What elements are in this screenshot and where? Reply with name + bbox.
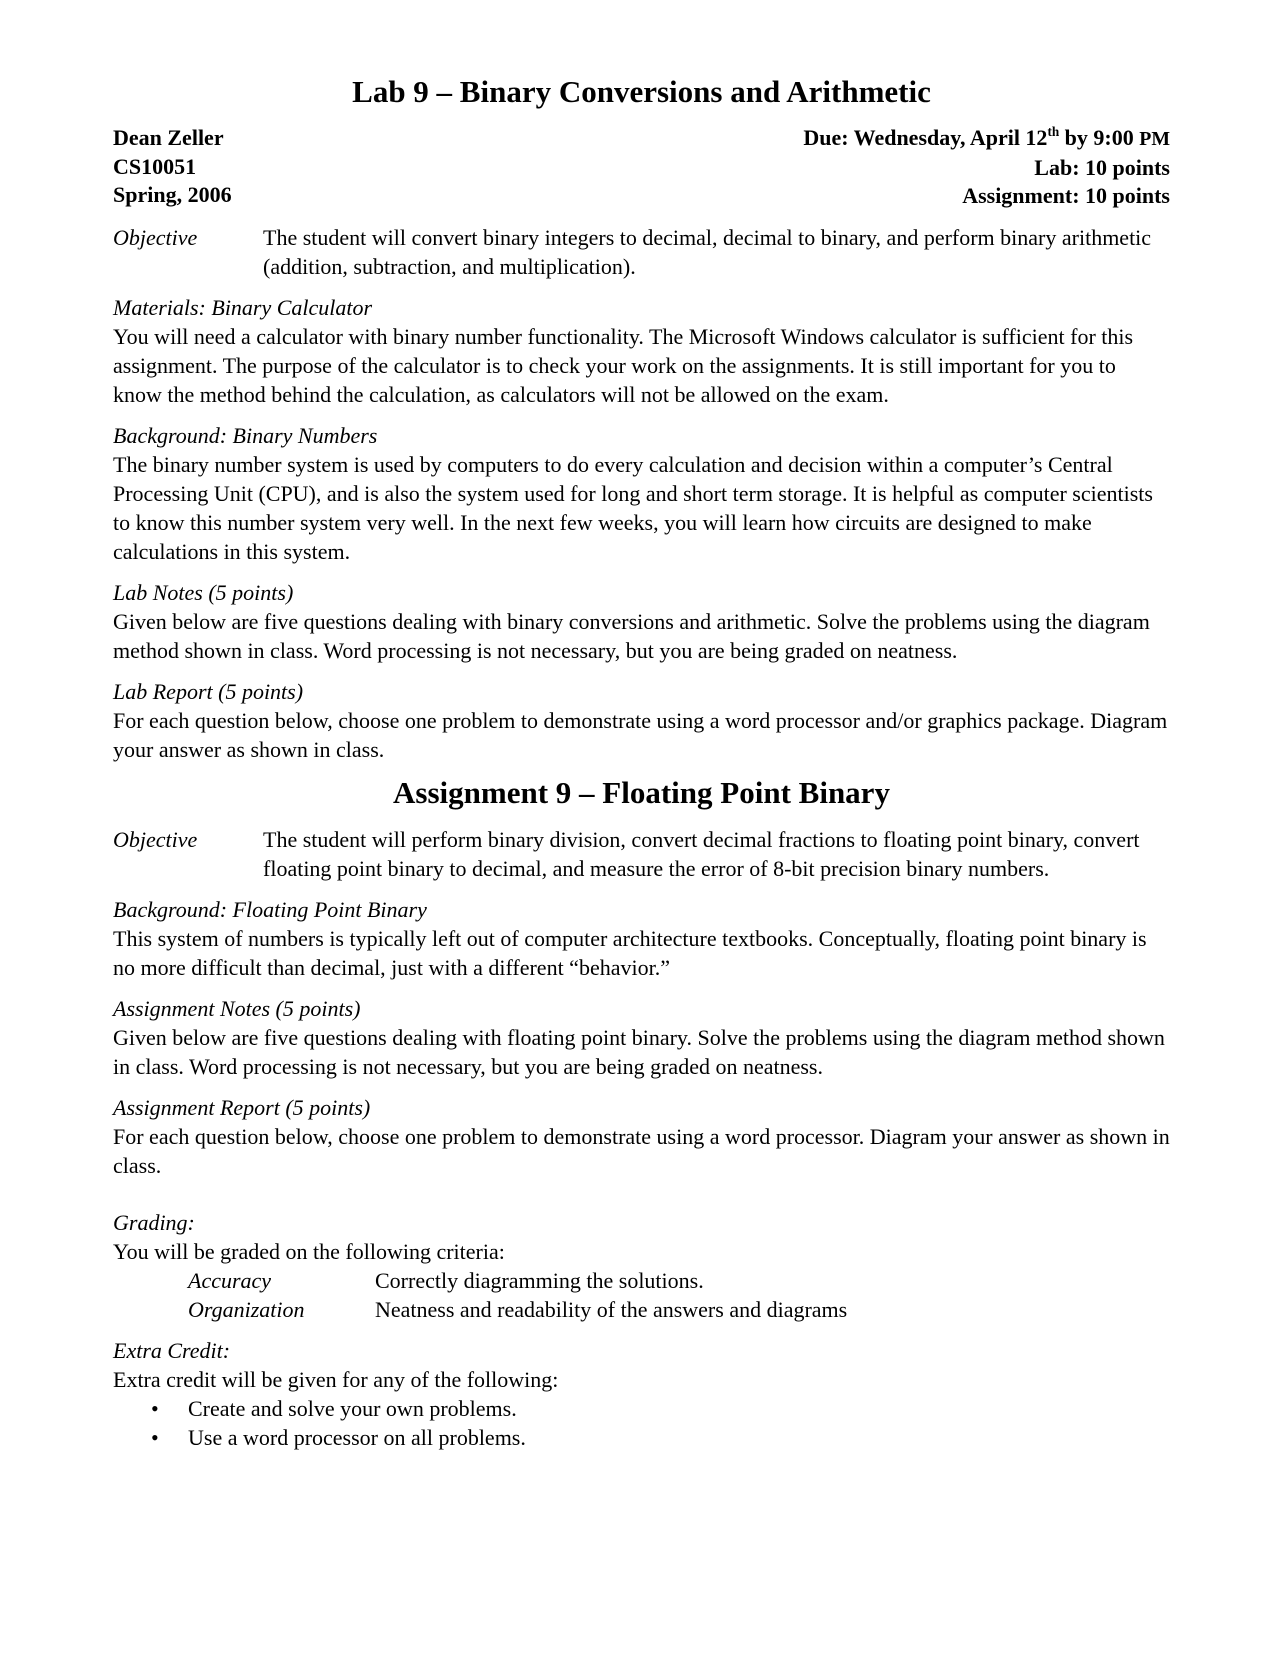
criteria-row (188, 1295, 1170, 1324)
spacer (113, 1180, 1170, 1196)
term: Spring, 2006 (113, 182, 232, 207)
assignment-objective-text: The student will perform binary division, convert decimal fractions to floating point binary, convert floating point binary to decimal, and measure the error of 8-bit precision binary numbers. (263, 826, 1140, 881)
criteria-desc: Correctly diagramming the solutions. (375, 1267, 704, 1293)
section-body: Given below are five questions dealing with floating point binary. Solve the problems using the diagram method shown in class. Word processing is not necessary, but you are being graded on neatness. (113, 1024, 1165, 1079)
due-date-ordinal: th (1047, 123, 1060, 139)
assignment-title: Assignment 9 – Floating Point Binary (393, 774, 890, 810)
bullet-icon: • (151, 1395, 159, 1421)
lab-objective-label: Objective (113, 224, 198, 250)
section-body: Given below are five questions dealing with binary conversions and arithmetic. Solve the problems using the diagram method shown in class. Word processing is not necessary, but you are being graded on neatness. (113, 608, 1150, 663)
author-name: Dean Zeller (113, 125, 224, 150)
section-body: This system of numbers is typically left out of computer architecture textbooks. Conceptually, floating point binary is no more difficult than decimal, just with a different “behavior.” (113, 925, 1147, 980)
due-date-prefix: Due: Wednesday, April 12 (803, 125, 1048, 150)
criteria-desc: Neatness and readability of the answers and diagrams (375, 1296, 848, 1322)
header-block (113, 124, 1170, 211)
list-item (113, 1394, 1170, 1423)
list-item (113, 1423, 1170, 1452)
criteria-row (188, 1266, 1170, 1295)
lab-section-notes (113, 578, 1170, 665)
bullet-icon: • (151, 1424, 159, 1450)
extra-credit-title: Extra Credit: (113, 1337, 231, 1363)
criteria-term: Accuracy (188, 1267, 272, 1293)
extra-credit-list (113, 1394, 1170, 1452)
grading-title: Grading: (113, 1209, 195, 1235)
section-title: Background: Floating Point Binary (113, 896, 427, 922)
section-body: For each question below, choose one problem to demonstrate using a word processor. Diagram your answer as shown in class. (113, 1123, 1170, 1178)
assignment-points: Assignment: 10 points (962, 183, 1170, 208)
lab-objective-text: The student will convert binary integers to decimal, decimal to binary, and perform binary arithmetic (addition, subtraction, and multiplication). (263, 224, 1152, 279)
assignment-objective (113, 825, 1170, 883)
assignment-section-notes (113, 994, 1170, 1081)
grading-section (113, 1208, 1170, 1324)
section-body: For each question below, choose one problem to demonstrate using a word processor and/or graphics package. Diagram your answer as shown in class. (113, 707, 1168, 762)
lab-section-background (113, 421, 1170, 566)
document-page (113, 72, 1170, 1452)
assignment-section-background (113, 895, 1170, 982)
section-title: Assignment Notes (5 points) (113, 995, 361, 1021)
section-title: Lab Report (5 points) (113, 678, 304, 704)
criteria-term: Organization (188, 1296, 305, 1322)
lab-section-materials (113, 293, 1170, 409)
extra-credit-intro: Extra credit will be given for any of the following: (113, 1366, 559, 1392)
lab-points: Lab: 10 points (1034, 154, 1170, 180)
section-body: You will need a calculator with binary number functionality. The Microsoft Windows calculator is sufficient for this assignment. The purpose of the calculator is to check your work on the assignments. It is still important for you to know the method behind the calculation, as calculators will not be allowed on the exam. (113, 323, 1134, 407)
assignment-section-report (113, 1093, 1170, 1180)
header-right (803, 124, 1170, 211)
due-date (803, 124, 1170, 154)
lab-objective (113, 223, 1170, 281)
section-title: Materials: Binary Calculator (113, 294, 373, 320)
section-title: Background: Binary Numbers (113, 422, 378, 448)
assignment-objective-label: Objective (113, 826, 198, 852)
lab-section-report (113, 677, 1170, 764)
lab-title: Lab 9 – Binary Conversions and Arithmetic (352, 74, 931, 109)
course-code: CS10051 (113, 153, 197, 179)
section-title: Assignment Report (5 points) (113, 1094, 371, 1120)
list-item-text: Create and solve your own problems. (188, 1395, 517, 1421)
grading-intro: You will be graded on the following criteria: (113, 1238, 505, 1264)
due-date-time: by 9:00 (1059, 125, 1140, 150)
extra-credit-section (113, 1336, 1170, 1452)
header-left (113, 124, 232, 211)
grading-criteria (188, 1266, 1170, 1324)
list-item-text: Use a word processor on all problems. (188, 1424, 526, 1450)
section-title: Lab Notes (5 points) (113, 579, 294, 605)
due-date-pm: PM (1139, 128, 1170, 150)
section-body: The binary number system is used by computers to do every calculation and decision within a computer’s Central Processing Unit (CPU), and is also the system used for long and short term storage. It is helpful as computer scientists to know this number system very well. In the next few weeks, you will learn how circuits are designed to make calculations in this system. (113, 451, 1153, 564)
